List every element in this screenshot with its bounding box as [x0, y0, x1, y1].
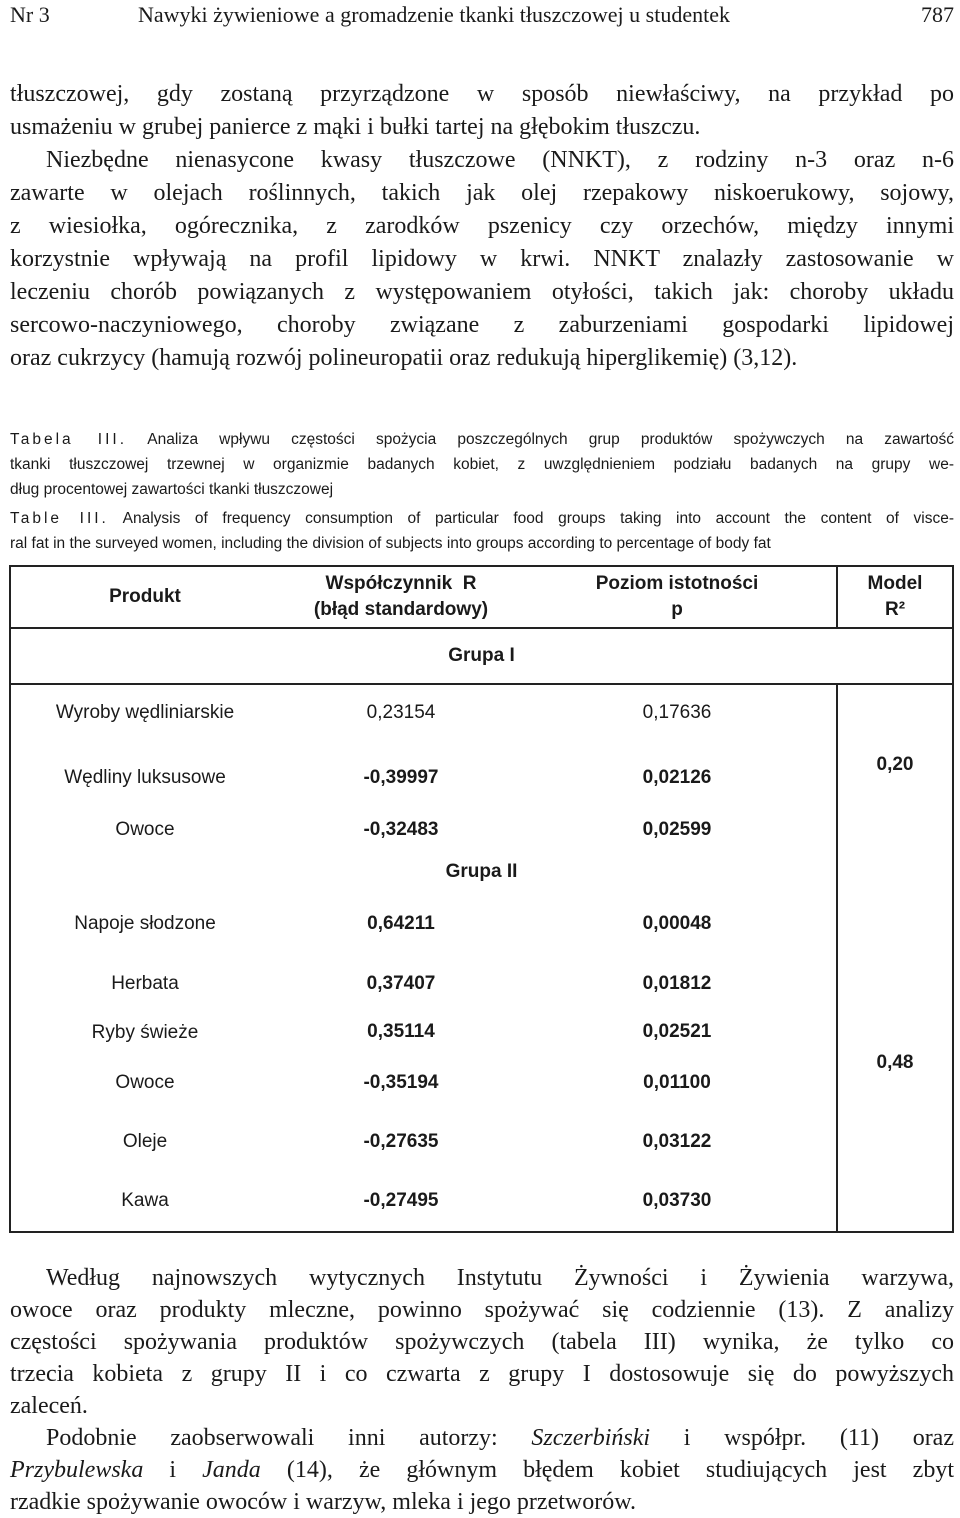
caption-line: tkanki tłuszczowej trzewnej w organizmie badanych kobiet, z uwzględnieniem podziału badanych na grupy we-: [10, 456, 954, 473]
header-model-line2: R²: [884, 599, 906, 620]
text-run: Podobnie zaobserwowali inni autorzy:: [46, 1425, 532, 1451]
body-line: owoce oraz produkty mleczne, powinno spożywać się codziennie (13). Z analizy: [10, 1297, 954, 1323]
body-line: [10, 1454, 954, 1487]
body-line: usmażeniu w grubej panierce z mąki i bułki tartej na głębokim tłuszczu.: [10, 114, 701, 140]
cell-r: -0,39997: [363, 767, 439, 788]
header-coefficient: [281, 567, 521, 627]
table-caption-pl: [10, 427, 954, 452]
caption-label: Table III.: [10, 510, 109, 527]
caption-line: dług procentowej zawartości tkanki tłuszczowej: [10, 481, 334, 498]
author-name: Szczerbiński: [531, 1425, 651, 1451]
body-line: trzecia kobieta z grupy II i co czwarta z grupy I dostosowuje się do powyższych: [10, 1361, 954, 1387]
table-rule: [9, 683, 954, 685]
body-line: [10, 1422, 954, 1455]
cell-product: Kawa: [121, 1190, 169, 1211]
cell-p: 0,03730: [642, 1190, 712, 1211]
cell-r: -0,27635: [363, 1131, 439, 1152]
header-p-line2: p: [671, 599, 683, 620]
cell-r: -0,35194: [363, 1072, 439, 1093]
results-table: [9, 565, 954, 1233]
header-p-value: [521, 567, 833, 627]
body-line: Według najnowszych wytycznych Instytutu Żywności i Żywienia warzywa,: [46, 1265, 954, 1291]
cell-p: 0,02521: [642, 1021, 712, 1042]
body-line: rzadkie spożywanie owoców i warzyw, mleka i jego przetworów.: [10, 1489, 636, 1515]
body-line: tłuszczowej, gdy zostaną przyrządzone w sposób niewłaściwy, na przykład po: [10, 81, 954, 107]
body-line: z wiesiołka, ogórecznika, z zarodków pszenicy czy orzechów, między innymi: [10, 213, 954, 239]
body-line: zaleceń.: [10, 1393, 88, 1419]
cell-product: Herbata: [111, 973, 179, 994]
cell-p: 0,02126: [642, 767, 712, 788]
cell-product: Wędliny luksusowe: [64, 767, 226, 788]
cell-r: 0,64211: [367, 913, 435, 934]
running-title: Nawyki żywieniowe a gromadzenie tkanki tłuszczowej u studentek: [138, 2, 730, 27]
cell-r: 0,35114: [367, 1021, 435, 1042]
header-coefficient-line1: Współczynnik R: [325, 573, 477, 594]
page-number: 787: [921, 2, 954, 27]
group-label: Grupa II: [445, 861, 518, 882]
model-r2: 0,48: [876, 1052, 914, 1073]
group-label: Grupa I: [448, 645, 515, 666]
cell-r: -0,32483: [363, 819, 439, 840]
caption-line: ral fat in the surveyed women, including the division of subjects into groups according to percentage of body fat: [10, 535, 771, 552]
body-line: Niezbędne nienasycone kwasy tłuszczowe (NNKT), z rodziny n-3 oraz n-6: [46, 147, 954, 173]
author-name: Janda: [202, 1457, 261, 1483]
cell-r: -0,27495: [363, 1190, 439, 1211]
cell-product: Ryby świeże: [91, 1022, 199, 1043]
body-line: oraz cukrzycy (hamują rozwój polineuropatii oraz redukują hiperglikemię) (3,12).: [10, 345, 798, 371]
cell-r: 0,23154: [366, 702, 436, 723]
text-run: i współpr. (11) oraz: [650, 1425, 954, 1451]
body-line: leczeniu chorób powiązanych z występowaniem otyłości, takich jak: choroby układu: [10, 279, 954, 305]
header-model: [838, 567, 952, 627]
cell-product: Owoce: [115, 1072, 175, 1093]
header-p-line1: Poziom istotności: [595, 573, 759, 594]
caption-label: Tabela III.: [10, 431, 127, 448]
cell-p: 0,03122: [642, 1131, 712, 1152]
author-name: Przybulewska: [10, 1457, 144, 1483]
cell-product: Oleje: [122, 1131, 168, 1152]
cell-r: 0,37407: [366, 973, 436, 994]
cell-p: 0,01100: [643, 1072, 711, 1093]
header-coefficient-line2: (błąd standardowy): [313, 599, 489, 620]
cell-product: Wyroby wędliniarskie: [55, 702, 235, 723]
cell-p: 0,02599: [642, 819, 712, 840]
caption-text: Analysis of frequency consumption of particular food groups taking into account the content of visce-: [122, 510, 955, 527]
model-r2: 0,20: [876, 754, 914, 775]
body-line: sercowo-naczyniowego, choroby związane z zaburzeniami gospodarki lipidowej: [10, 312, 954, 338]
table-caption-en: [10, 506, 954, 531]
cell-p: 0,00048: [642, 913, 712, 934]
issue-number: Nr 3: [10, 2, 50, 27]
text-run: (14), że głównym błędem kobiet studiujących jest zbyt: [260, 1457, 954, 1483]
cell-product: Owoce: [115, 819, 175, 840]
cell-product: Napoje słodzone: [74, 913, 216, 934]
table-border: [9, 1231, 954, 1233]
cell-p: 0,01812: [642, 973, 712, 994]
body-line: zawarte w olejach roślinnych, takich jak olej rzepakowy niskoerukowy, sojowy,: [10, 180, 954, 206]
cell-p: 0,17636: [642, 702, 712, 723]
header-model-line1: Model: [867, 573, 923, 594]
text-run: i: [143, 1457, 203, 1483]
header-product: Produkt: [109, 586, 181, 607]
caption-text: Analiza wpływu częstości spożycia poszczególnych grup produktów spożywczych na zawartość: [147, 431, 954, 448]
body-line: częstości spożywania produktów spożywczych (tabela III) wynika, że tylko co: [10, 1329, 954, 1355]
body-line: korzystnie wpływają na profil lipidowy w krwi. NNKT znalazły zastosowanie w: [10, 246, 954, 272]
